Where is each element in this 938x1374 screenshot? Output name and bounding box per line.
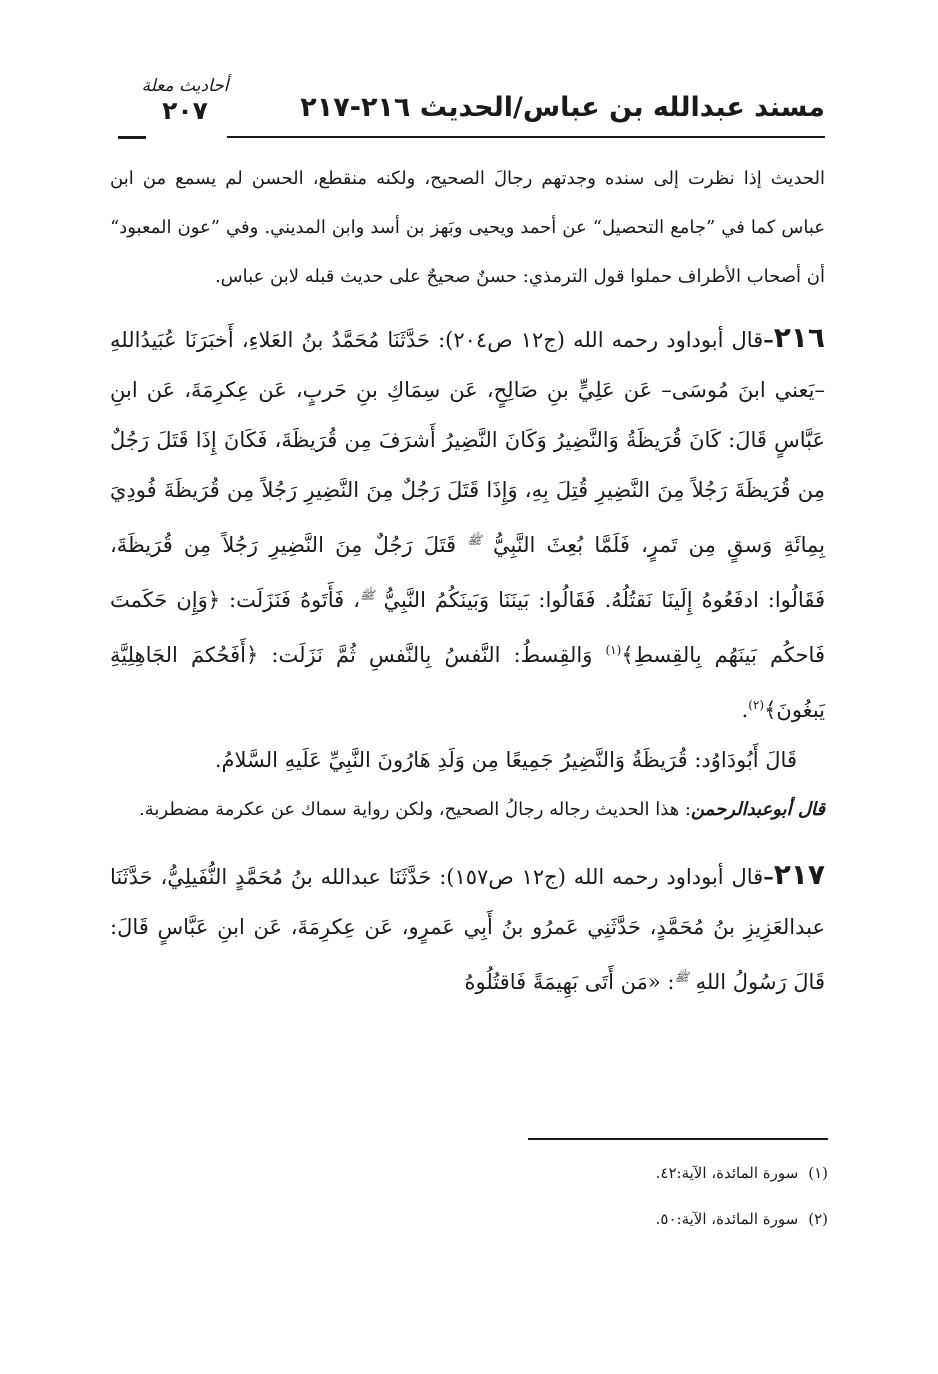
footnote-text: سورة المائدة، الآية:٥٠.	[655, 1210, 799, 1228]
hadith-text: .	[741, 698, 749, 722]
hadith-text: قال أبوداود رحمه الله (ج١٢ ص٢٠٤): حَدَّثَنَا مُحَمَّدُ بنُ العَلاءِ، أَخبَرَنَا عُبَيدُاللهِ –يَعني ابنَ مُوسَى– عَن عَلِيٍّ بنِ صَالِحٍ، عَن سِمَاكِ بنِ حَربٍ، عَن عِكرِمَةَ، عَن ابنِ عَبَّاسٍ قَالَ: كَانَ قُرَيظَةُ وَالنَّضِيرُ وَكَانَ النَّضِيرُ أَشرَفَ مِن قُرَيظَةَ، فَكَانَ إِذَا قَتَلَ رَجُلٌ مِن قُرَيظَةَ رَجُلاً مِنَ النَّضِيرِ قُتِلَ بِهِ، وَإِذَا قَتَلَ رَجُلٌ مِنَ النَّضِيرِ رَجُلاً مِن قُرَيظَةَ فُودِيَ بِمِائَةِ وَسقٍ مِن تَمرٍ، فَلَمَّا بُعِثَ النَّبِيُّ	[110, 328, 825, 557]
page-body	[110, 154, 825, 1007]
footnote-text: سورة المائدة، الآية:٤٢.	[655, 1164, 799, 1182]
hadith-number: ٢١٦	[773, 321, 825, 354]
commentary-paragraph	[110, 785, 825, 834]
hadith-217	[110, 850, 825, 1007]
hadith-text: قَتَلَ رَجُلٌ مِنَ النَّضِيرِ رَجُلاً مِن قُرَيظَةَ، فَقَالُوا: ادفَعُوهُ إِلَينَا نَقتُلُهُ. فَقَالُوا: بَينَنَا وَبَينَكُمُ النَّبِيُّ	[110, 533, 825, 612]
footnote-item	[328, 1196, 828, 1242]
running-title: مسند عبدالله بن عباس/الحديث ٢١٦-٢١٧	[300, 92, 825, 123]
footnote-ref: (١)	[605, 643, 622, 657]
salla-symbol: ﷺ	[674, 970, 689, 984]
page-number-rule	[118, 136, 146, 139]
commentary-text: : هذا الحديث رجاله رجالُ الصحيح، ولكن رواية سماك عن عكرمة مضطربة.	[139, 799, 691, 820]
page-number-block	[110, 76, 260, 146]
hadith-dash: –	[763, 864, 774, 889]
hadith-number: ٢١٧	[773, 858, 825, 891]
footnote-mark: (٢)	[808, 1210, 828, 1228]
hadith-text: قال أبوداود رحمه الله (ج١٢ ص١٥٧): حَدَّثَنَا عبدالله بنُ مُحَمَّدٍ النُّفَيلِيُّ، حَدَّثَنَا عبدالعَزِيزِ بنُ مُحَمَّدٍ، حَدَّثَنِي عَمرُو بنُ أَبِي عَمرٍو، عَن عِكرِمَةَ، عَن ابنِ عَبَّاسٍ قَالَ: قَالَ رَسُولُ اللهِ	[110, 865, 825, 994]
author-signature: قال أبوعبدالرحمن	[690, 799, 825, 820]
hadith-dash: –	[763, 327, 774, 352]
page-number: ٢٠٧	[162, 96, 208, 125]
footnote-rule	[528, 1138, 828, 1140]
header-rule	[227, 136, 825, 138]
salla-symbol: ﷺ	[467, 533, 482, 547]
page-note: أحاديث معلة	[141, 76, 229, 96]
hadith-text: وَالقِسطُ: النَّفسُ بِالنَّفسِ ثُمَّ نَزَلَت: ﴿أَفَحُكمَ الجَاهِلِيَّةِ يَبغُونَ﴾	[110, 643, 825, 722]
footnote-item	[328, 1150, 828, 1196]
hadith-text: : «مَن أَتَى بَهِيمَةً فَاقتُلُوهُ	[464, 970, 675, 994]
page-header	[110, 70, 825, 150]
abu-dawud-note: قَالَ أَبُودَاوُد: قُرَيظَةُ وَالنَّضِيرُ جَمِيعًا مِن وَلَدِ هَارُونَ النَّبِيِّ عَلَيهِ السَّلامُ.	[214, 748, 797, 772]
footnotes	[328, 1150, 828, 1242]
salla-symbol: ﷺ	[360, 588, 375, 602]
footnote-ref: (٢)	[748, 698, 765, 712]
hadith-text: ، فَأَتَوهُ فَنَزَلَت: ﴿وَإِن حَكَمتَ فَاحكُم بَينَهُم بِالقِسطِ﴾	[110, 588, 825, 667]
footnote-mark: (١)	[808, 1164, 828, 1182]
intro-paragraph: الحديث إذا نظرت إلى سنده وجدتهم رجالَ الصحيح، ولكنه منقطع، الحسن لم يسمع من ابن عباس كما في ”جامع التحصيل“ عن أحمد ويحيى وبَهز بن أسد وابن المديني. وفي ”عون المعبود“ أن أصحاب الأطراف حملوا قول الترمذي: حسنٌ صحيحٌ على حديث قبله لابن عباس.	[110, 168, 825, 287]
hadith-216	[110, 313, 825, 735]
